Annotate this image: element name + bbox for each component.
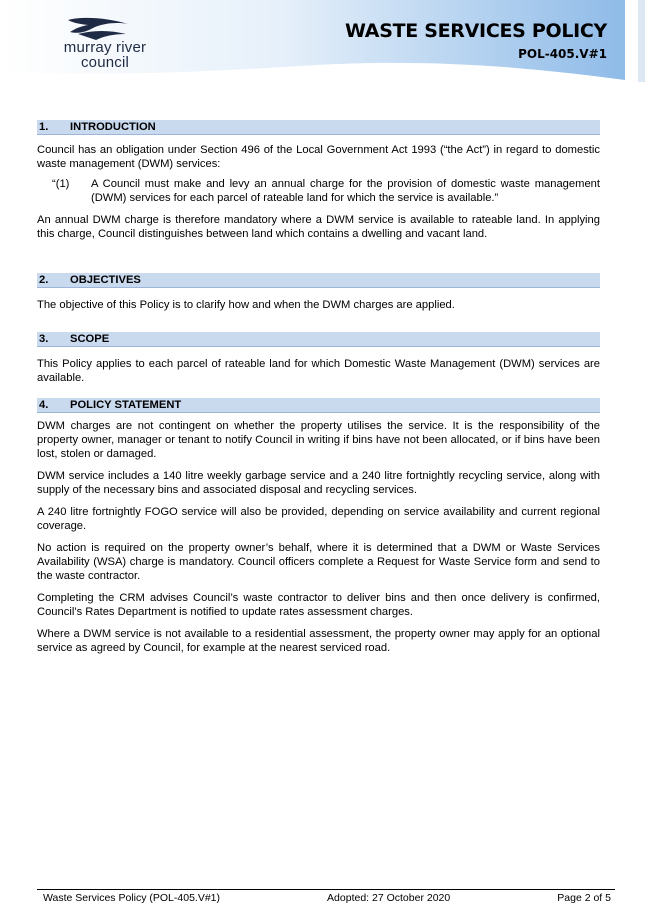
logo-text-line1: murray river — [63, 39, 147, 56]
clause-number: “(1) — [52, 178, 70, 190]
footer-document-name: Waste Services Policy (POL-405.V#1) — [43, 892, 221, 904]
paragraph: This Policy applies to each parcel of rateable land for which Domestic Waste Management (DWM) services are available. — [37, 358, 600, 384]
section-title: POLICY STATEMENT — [70, 399, 182, 411]
section-title: INTRODUCTION — [70, 121, 156, 133]
document-body — [37, 120, 600, 655]
footer-page-number: Page 2 of 5 — [557, 892, 611, 904]
section-heading-objectives — [37, 273, 600, 288]
paragraph: Completing the CRM advises Council’s waste contractor to deliver bins and then once delivery is confirmed, Council’s Rates Department is notified to update rates assessment charges. — [37, 592, 600, 618]
paragraph: No action is required on the property owner’s behalf, where it is determined that a DWM or Waste Services Availability (WSA) charge is mandatory. Council officers complete a Request for Waste Service form and send to the waste contractor. — [37, 542, 600, 582]
document-title: WASTE SERVICES POLICY — [345, 20, 607, 42]
logo-text-line2: council — [80, 54, 130, 71]
section-title: OBJECTIVES — [70, 274, 141, 286]
logo-wordmark — [50, 40, 160, 70]
section-number: 2. — [39, 274, 49, 286]
paragraph: DWM service includes a 140 litre weekly garbage service and a 240 litre fortnightly recycling service, along with supply of the necessary bins and associated disposal and recycling services. — [37, 470, 600, 496]
section-heading-introduction — [37, 120, 600, 135]
section-heading-policy-statement — [37, 398, 600, 413]
section-heading-scope — [37, 332, 600, 347]
section-number: 4. — [39, 399, 49, 411]
paragraph: A 240 litre fortnightly FOGO service will also be provided, depending on service availability and current regional coverage. — [37, 506, 600, 532]
quoted-clause — [52, 177, 600, 205]
paragraph: An annual DWM charge is therefore mandatory where a DWM service is available to rateable land. In applying this charge, Council distinguishes between land which contains a dwelling and vacant land. — [37, 214, 600, 240]
page-footer — [37, 889, 615, 905]
section-number: 1. — [39, 121, 49, 133]
clause-text: A Council must make and levy an annual charge for the provision of domestic waste management (DWM) services for each parcel of rateable land for which the service is available.” — [91, 178, 600, 204]
paragraph: DWM charges are not contingent on whether the property utilises the service. It is the responsibility of the property owner, manager or tenant to notify Council in writing if bins have not been allocated, or if bins have been lost, stolen or damaged. — [37, 420, 600, 460]
paragraph: Council has an obligation under Section 496 of the Local Government Act 1993 (“the Act”) in regard to domestic waste management (DWM) services: — [37, 144, 600, 170]
paragraph: Where a DWM service is not available to a residential assessment, the property owner may apply for an optional service as agreed by Council, for example at the nearest serviced road. — [37, 628, 600, 654]
section-number: 3. — [39, 333, 49, 345]
document-code: POL-405.V#1 — [518, 47, 607, 61]
footer-adopted-date: Adopted: 27 October 2020 — [327, 892, 451, 904]
section-title: SCOPE — [70, 333, 110, 345]
paragraph: The objective of this Policy is to clarify how and when the DWM charges are applied. — [37, 299, 455, 311]
